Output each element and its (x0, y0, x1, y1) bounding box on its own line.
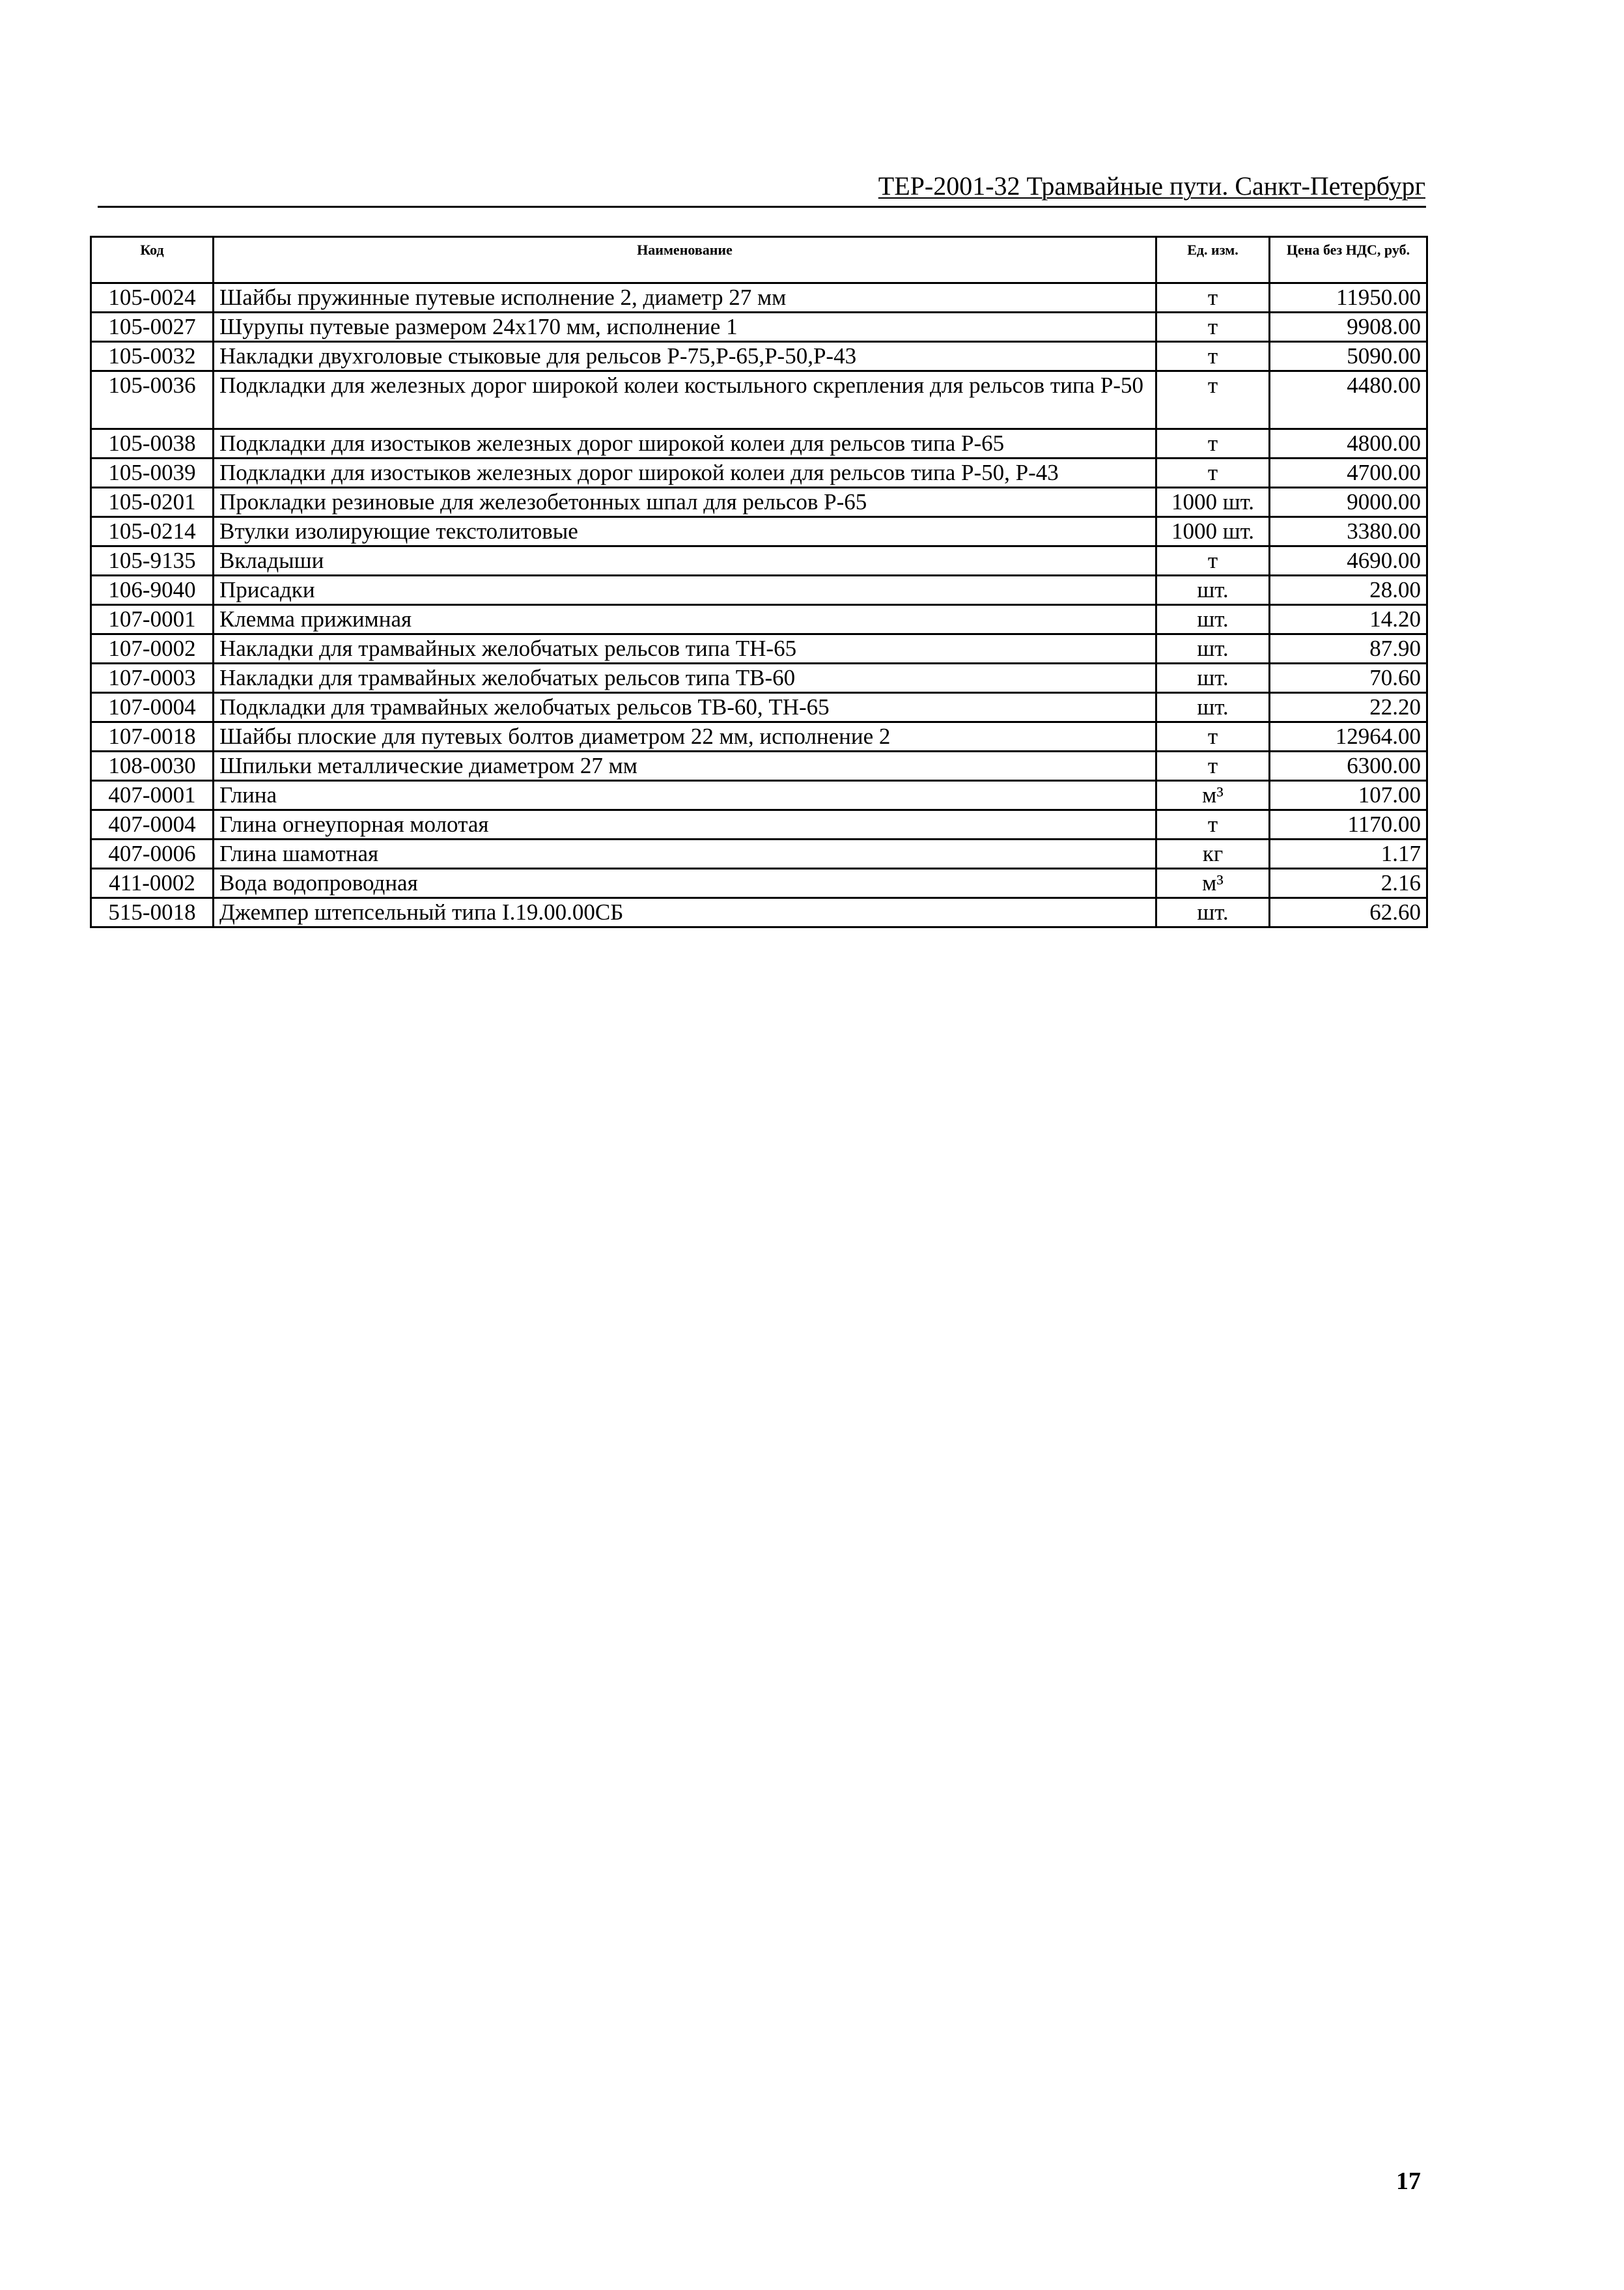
row-code: 107-0001 (91, 605, 214, 634)
row-code: 107-0003 (91, 664, 214, 693)
row-price: 5090.00 (1270, 342, 1427, 371)
row-price: 11950.00 (1270, 283, 1427, 313)
row-price: 2.16 (1270, 869, 1427, 898)
row-unit: шт. (1156, 664, 1270, 693)
row-unit: т (1156, 459, 1270, 488)
row-name: Шурупы путевые размером 24х170 мм, исполнение 1 (214, 313, 1156, 342)
row-price: 1.17 (1270, 840, 1427, 869)
table-row (91, 605, 1427, 634)
row-code: 105-9135 (91, 546, 214, 576)
price-table (90, 236, 1428, 928)
row-unit: м³ (1156, 781, 1270, 810)
row-name: Подкладки для трамвайных желобчатых рельсов ТВ-60, ТН-65 (214, 693, 1156, 722)
row-unit: т (1156, 810, 1270, 840)
row-name: Подкладки для изостыков железных дорог широкой колеи для рельсов типа Р-65 (214, 429, 1156, 459)
table-row (91, 898, 1427, 927)
row-name: Втулки изолирующие текстолитовые (214, 517, 1156, 546)
row-price: 28.00 (1270, 576, 1427, 605)
column-header-price: Цена без НДС, руб. (1270, 237, 1427, 283)
row-price: 4700.00 (1270, 459, 1427, 488)
table-row (91, 810, 1427, 840)
column-header-unit: Ед. изм. (1156, 237, 1270, 283)
row-code: 407-0001 (91, 781, 214, 810)
row-unit: т (1156, 429, 1270, 459)
row-name: Прокладки резиновые для железобетонных шпал для рельсов Р-65 (214, 488, 1156, 517)
table-row (91, 634, 1427, 664)
row-name: Подкладки для железных дорог широкой колеи костыльного скрепления для рельсов типа Р-50 (214, 371, 1156, 429)
row-name: Шайбы плоские для путевых болтов диаметром 22 мм, исполнение 2 (214, 722, 1156, 752)
header-title: ТЕР-2001-32 Трамвайные пути. Санкт-Петербург (878, 171, 1425, 201)
row-name: Клемма прижимная (214, 605, 1156, 634)
table-row (91, 546, 1427, 576)
row-unit: шт. (1156, 693, 1270, 722)
row-unit: кг (1156, 840, 1270, 869)
table-row (91, 576, 1427, 605)
row-price: 4480.00 (1270, 371, 1427, 429)
table-row (91, 664, 1427, 693)
row-price: 4800.00 (1270, 429, 1427, 459)
row-name: Глина огнеупорная молотая (214, 810, 1156, 840)
table-row (91, 283, 1427, 313)
row-code: 107-0004 (91, 693, 214, 722)
row-name: Глина шамотная (214, 840, 1156, 869)
table-row (91, 517, 1427, 546)
row-unit: шт. (1156, 576, 1270, 605)
row-price: 62.60 (1270, 898, 1427, 927)
row-name: Вкладыши (214, 546, 1156, 576)
row-price: 14.20 (1270, 605, 1427, 634)
row-code: 107-0018 (91, 722, 214, 752)
row-unit: м³ (1156, 869, 1270, 898)
row-unit: т (1156, 342, 1270, 371)
row-name: Шпильки металлические диаметром 27 мм (214, 752, 1156, 781)
row-price: 6300.00 (1270, 752, 1427, 781)
row-name: Накладки двухголовые стыковые для рельсов Р-75,Р-65,Р-50,Р-43 (214, 342, 1156, 371)
row-code: 411-0002 (91, 869, 214, 898)
row-code: 105-0039 (91, 459, 214, 488)
row-code: 105-0201 (91, 488, 214, 517)
row-unit: т (1156, 283, 1270, 313)
row-unit: т (1156, 371, 1270, 429)
table-row (91, 752, 1427, 781)
row-name: Джемпер штепсельный типа I.19.00.00СБ (214, 898, 1156, 927)
row-price: 9000.00 (1270, 488, 1427, 517)
row-name: Подкладки для изостыков железных дорог широкой колеи для рельсов типа Р-50, Р-43 (214, 459, 1156, 488)
row-price: 70.60 (1270, 664, 1427, 693)
table-header-row (91, 237, 1427, 283)
table-row (91, 722, 1427, 752)
row-unit: т (1156, 546, 1270, 576)
table-row (91, 313, 1427, 342)
row-code: 108-0030 (91, 752, 214, 781)
row-name: Присадки (214, 576, 1156, 605)
row-unit: 1000 шт. (1156, 488, 1270, 517)
table-row (91, 781, 1427, 810)
table-row (91, 459, 1427, 488)
row-price: 107.00 (1270, 781, 1427, 810)
page-number: 17 (1396, 2168, 1421, 2195)
row-code: 407-0004 (91, 810, 214, 840)
table-row (91, 840, 1427, 869)
row-unit: шт. (1156, 898, 1270, 927)
row-name: Шайбы пружинные путевые исполнение 2, диаметр 27 мм (214, 283, 1156, 313)
row-code: 407-0006 (91, 840, 214, 869)
row-unit: т (1156, 722, 1270, 752)
row-code: 107-0002 (91, 634, 214, 664)
row-code: 105-0214 (91, 517, 214, 546)
header-rule (98, 206, 1426, 208)
row-price: 9908.00 (1270, 313, 1427, 342)
row-name: Вода водопроводная (214, 869, 1156, 898)
row-price: 87.90 (1270, 634, 1427, 664)
table-row (91, 342, 1427, 371)
row-code: 105-0024 (91, 283, 214, 313)
row-code: 106-9040 (91, 576, 214, 605)
column-header-name: Наименование (214, 237, 1156, 283)
row-price: 3380.00 (1270, 517, 1427, 546)
row-name: Накладки для трамвайных желобчатых рельсов типа ТН-65 (214, 634, 1156, 664)
row-price: 12964.00 (1270, 722, 1427, 752)
row-code: 105-0027 (91, 313, 214, 342)
table-row (91, 488, 1427, 517)
table-row (91, 371, 1427, 429)
row-name: Накладки для трамвайных желобчатых рельсов типа ТВ-60 (214, 664, 1156, 693)
row-unit: т (1156, 752, 1270, 781)
row-price: 4690.00 (1270, 546, 1427, 576)
row-code: 105-0036 (91, 371, 214, 429)
row-unit: 1000 шт. (1156, 517, 1270, 546)
row-price: 1170.00 (1270, 810, 1427, 840)
row-name: Глина (214, 781, 1156, 810)
table-row (91, 869, 1427, 898)
row-code: 515-0018 (91, 898, 214, 927)
row-price: 22.20 (1270, 693, 1427, 722)
row-unit: шт. (1156, 634, 1270, 664)
row-code: 105-0038 (91, 429, 214, 459)
table-row (91, 693, 1427, 722)
table-row (91, 429, 1427, 459)
row-code: 105-0032 (91, 342, 214, 371)
row-unit: шт. (1156, 605, 1270, 634)
row-unit: т (1156, 313, 1270, 342)
column-header-code: Код (91, 237, 214, 283)
